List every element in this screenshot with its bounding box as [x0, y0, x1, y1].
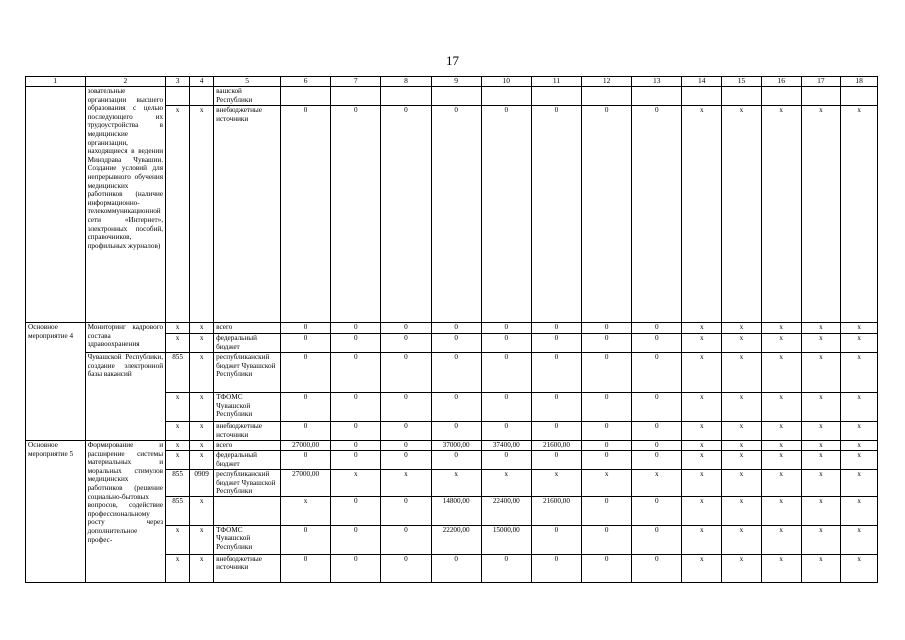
table-cell: x [761, 323, 801, 334]
table-cell: 0 [531, 106, 581, 323]
table-cell [431, 87, 481, 106]
header-cell: 15 [722, 77, 762, 87]
table-cell: x [722, 422, 762, 441]
table-cell: x [761, 496, 801, 525]
table-cell: 0 [632, 422, 682, 441]
table-cell: 37000,00 [431, 441, 481, 451]
table-cell: x [761, 393, 801, 422]
table-cell: x [841, 554, 878, 582]
table-cell: x [166, 106, 190, 323]
table-cell: 0 [381, 441, 431, 451]
table-cell: 0 [531, 334, 581, 353]
table-cell: 0 [632, 334, 682, 353]
table-cell: 0 [582, 496, 632, 525]
table-cell: 0 [381, 106, 431, 323]
page-number: 17 [446, 53, 459, 68]
table-cell: 0 [531, 422, 581, 441]
table-cell: x [682, 106, 722, 323]
funding-source: ТФОМС Чувашской Республики [214, 393, 281, 422]
table-cell: x [682, 470, 722, 497]
table-cell: 0 [582, 393, 632, 422]
table-cell: x [722, 470, 762, 497]
table-cell: 0 [582, 554, 632, 582]
table-cell: 0 [582, 323, 632, 334]
table-cell: 0 [632, 393, 682, 422]
table-cell: x [331, 470, 381, 497]
table-cell: 0 [431, 393, 481, 422]
table-cell: x [801, 334, 841, 353]
table-cell: x [166, 525, 190, 554]
table-cell: 0 [331, 422, 381, 441]
measure-description: Формирование и расширение системы материальных и моральных стимулов медицинских работников (решение социально-бытовых вопросов, содействие профессиональному росту через дополнительное профес- [85, 441, 165, 583]
table-cell: x [801, 451, 841, 470]
table-cell: 0 [331, 353, 381, 393]
table-cell: 0 [381, 451, 431, 470]
header-cell: 9 [431, 77, 481, 87]
table-cell: 27000,00 [281, 470, 331, 497]
table-cell: x [841, 470, 878, 497]
table-cell: x [801, 353, 841, 393]
table-cell: x [582, 470, 632, 497]
table-cell [722, 87, 762, 106]
table-cell: x [841, 451, 878, 470]
table-cell: x [190, 393, 214, 422]
table-cell: 855 [166, 353, 190, 393]
table-cell: x [481, 470, 531, 497]
table-cell: x [722, 353, 762, 393]
table-cell: 0 [331, 525, 381, 554]
header-cell: 3 [166, 77, 190, 87]
table-cell: x [801, 441, 841, 451]
table-cell: 0 [381, 393, 431, 422]
table-body [26, 77, 878, 583]
table-cell: x [722, 334, 762, 353]
table-cell: x [841, 422, 878, 441]
funding-source: республиканский бюджет Чувашской Республики [214, 470, 281, 497]
funding-source: внебюджетные источники [214, 554, 281, 582]
table-cell [632, 87, 682, 106]
table-cell: 0 [331, 554, 381, 582]
measure-description: Чувашской Республики, создание электронной базы вакансий [85, 353, 165, 441]
header-cell: 14 [682, 77, 722, 87]
funding-source [214, 496, 281, 525]
table-cell: x [722, 554, 762, 582]
table-cell: 0 [632, 496, 682, 525]
table-cell: 0 [381, 554, 431, 582]
header-cell: 18 [841, 77, 878, 87]
table-cell: x [722, 451, 762, 470]
table-cell: x [190, 323, 214, 334]
table-cell [166, 87, 190, 106]
measure-description: Мониторинг кадрового состава здравоохранения [85, 323, 165, 353]
table-cell: x [841, 334, 878, 353]
table-cell: x [841, 393, 878, 422]
table-cell: 0 [582, 525, 632, 554]
table-cell: 0 [281, 451, 331, 470]
table-cell: 0 [531, 554, 581, 582]
table-cell: 0 [281, 323, 331, 334]
table-cell: 0 [531, 451, 581, 470]
table-cell: x [841, 441, 878, 451]
table-cell: x [841, 353, 878, 393]
table-row [26, 441, 878, 451]
table-cell: 0 [632, 525, 682, 554]
table-cell: x [431, 470, 481, 497]
table-cell: x [166, 393, 190, 422]
table-cell: 0 [331, 106, 381, 323]
header-row [26, 77, 878, 87]
table-cell: 0 [531, 353, 581, 393]
table-cell: 855 [166, 470, 190, 497]
table-cell: 0 [431, 334, 481, 353]
header-cell: 4 [190, 77, 214, 87]
table-cell: x [531, 470, 581, 497]
table-cell: 0 [431, 106, 481, 323]
table-cell: x [841, 496, 878, 525]
table-cell: 0 [381, 353, 431, 393]
table-cell: 15000,00 [481, 525, 531, 554]
table-cell: x [722, 441, 762, 451]
header-cell: 17 [801, 77, 841, 87]
table-cell [331, 87, 381, 106]
table-cell: 0 [632, 323, 682, 334]
table-cell: x [166, 422, 190, 441]
table-cell: x [722, 525, 762, 554]
table-cell: x [166, 451, 190, 470]
table-cell: x [682, 451, 722, 470]
funding-source: всего [214, 323, 281, 334]
table-cell: 0 [381, 323, 431, 334]
table-cell: x [761, 106, 801, 323]
table-cell: x [190, 422, 214, 441]
table-cell: x [682, 422, 722, 441]
table-cell: 0 [281, 525, 331, 554]
table-cell: 0 [632, 106, 682, 323]
table-cell: x [761, 470, 801, 497]
funding-source: внебюджетные источники [214, 106, 281, 323]
table-cell [190, 87, 214, 106]
table-cell: x [166, 323, 190, 334]
table-cell: 0 [481, 451, 531, 470]
measure-description: зовательные организации высшего образования с целью последующего их трудоустройства в медицинские организации, находящиеся в ведении Минздрава Чувашии. Создание условий для непрерывного обучения медицинских работников (наличие информационно-телекоммуникационной сети «Интернет», электронных пособий, справочников, профильных журналов) [85, 87, 165, 323]
table-cell: x [632, 470, 682, 497]
table-cell: 0 [582, 334, 632, 353]
table-cell [582, 87, 632, 106]
table-cell [531, 87, 581, 106]
table-cell: x [801, 496, 841, 525]
table-cell: 0 [281, 422, 331, 441]
table-cell: 0 [582, 451, 632, 470]
table-cell: 0 [381, 334, 431, 353]
table-cell: x [722, 393, 762, 422]
table-row [26, 87, 878, 106]
table-cell: x [682, 441, 722, 451]
table-cell: 22200,00 [431, 525, 481, 554]
header-cell: 13 [632, 77, 682, 87]
table-cell [801, 87, 841, 106]
table-cell: x [166, 334, 190, 353]
table-cell: 0 [331, 441, 381, 451]
table-cell: x [801, 470, 841, 497]
table-cell [381, 87, 431, 106]
funding-source: вашской Республики [214, 87, 281, 106]
table-cell: 0 [632, 441, 682, 451]
table-cell: x [841, 525, 878, 554]
table-cell: x [682, 353, 722, 393]
table-cell: x [761, 334, 801, 353]
table-cell: x [682, 334, 722, 353]
table-cell: 14800,00 [431, 496, 481, 525]
table-cell: x [190, 496, 214, 525]
table-cell: 0909 [190, 470, 214, 497]
table-cell: 0 [632, 353, 682, 393]
table-cell: 0 [481, 393, 531, 422]
table-cell: 0 [381, 525, 431, 554]
table-cell: x [190, 451, 214, 470]
table-cell: x [722, 496, 762, 525]
header-cell: 7 [331, 77, 381, 87]
header-cell: 6 [281, 77, 331, 87]
program-measure-label: Основное мероприятие 5 [26, 441, 86, 583]
table-cell: 37400,00 [481, 441, 531, 451]
table-cell: x [190, 334, 214, 353]
table-cell: 0 [331, 393, 381, 422]
funding-source: федеральный бюджет [214, 451, 281, 470]
table-cell: x [682, 525, 722, 554]
table-cell: 0 [431, 323, 481, 334]
table-cell: 0 [582, 422, 632, 441]
table-cell: x [281, 496, 331, 525]
table-cell: x [190, 106, 214, 323]
table-cell: 0 [381, 496, 431, 525]
table-cell: x [841, 106, 878, 323]
table-cell: 0 [481, 554, 531, 582]
table-cell: x [801, 393, 841, 422]
budget-table [25, 76, 878, 583]
table-cell: 22400,00 [481, 496, 531, 525]
program-measure-label: Основное мероприятие 4 [26, 323, 86, 441]
table-row [26, 323, 878, 334]
table-cell: x [801, 106, 841, 323]
table-cell: 0 [481, 106, 531, 323]
header-cell: 5 [214, 77, 281, 87]
table-cell: x [682, 496, 722, 525]
funding-source: республиканский бюджет Чувашской Республики [214, 353, 281, 393]
table-cell: 0 [431, 451, 481, 470]
table-cell: 0 [431, 554, 481, 582]
table-cell: 21600,00 [531, 496, 581, 525]
table-cell: 855 [166, 496, 190, 525]
table-cell: 0 [331, 334, 381, 353]
table-cell: x [801, 422, 841, 441]
table-cell: x [761, 353, 801, 393]
table-cell: 0 [531, 525, 581, 554]
table-cell: x [682, 393, 722, 422]
header-cell: 12 [582, 77, 632, 87]
table-cell: 21600,00 [531, 441, 581, 451]
table-cell [841, 87, 878, 106]
table-cell: x [761, 451, 801, 470]
table-cell: 0 [431, 422, 481, 441]
table-cell: x [166, 554, 190, 582]
table-cell [481, 87, 531, 106]
table-cell: x [801, 525, 841, 554]
table-cell [682, 87, 722, 106]
table-cell: 0 [481, 422, 531, 441]
table-cell: 0 [281, 554, 331, 582]
table-cell: 0 [582, 106, 632, 323]
header-cell: 1 [26, 77, 86, 87]
table-cell: 0 [481, 334, 531, 353]
table-cell: x [761, 422, 801, 441]
table-cell: x [190, 554, 214, 582]
table-cell: x [761, 525, 801, 554]
table-cell: x [801, 554, 841, 582]
table-cell: x [722, 323, 762, 334]
table-cell: 0 [281, 393, 331, 422]
table-cell: 0 [531, 323, 581, 334]
table-cell: 0 [632, 554, 682, 582]
table-cell: 0 [281, 353, 331, 393]
table-cell: x [761, 554, 801, 582]
funding-source: внебюджетные источники [214, 422, 281, 441]
table-row [26, 353, 878, 393]
table-cell: 0 [481, 323, 531, 334]
table-cell: 0 [281, 334, 331, 353]
table-cell: x [801, 323, 841, 334]
table-cell [761, 87, 801, 106]
funding-source: ТФОМС Чувашской Республики [214, 525, 281, 554]
header-cell: 16 [761, 77, 801, 87]
table-cell: 0 [632, 451, 682, 470]
table-cell: 27000,00 [281, 441, 331, 451]
table-cell: x [761, 441, 801, 451]
table-cell: 0 [481, 353, 531, 393]
empty-cell [26, 87, 86, 323]
table-cell: 0 [331, 451, 381, 470]
table-cell: x [190, 441, 214, 451]
table-cell: x [722, 106, 762, 323]
table-cell: x [166, 441, 190, 451]
header-cell: 10 [481, 77, 531, 87]
table-cell: 0 [381, 422, 431, 441]
table-cell: 0 [582, 441, 632, 451]
table-cell: x [841, 323, 878, 334]
header-cell: 8 [381, 77, 431, 87]
table-cell: x [682, 554, 722, 582]
header-cell: 2 [85, 77, 165, 87]
funding-source: федеральный бюджет [214, 334, 281, 353]
table-cell: x [190, 353, 214, 393]
header-cell: 11 [531, 77, 581, 87]
table-cell: 0 [531, 393, 581, 422]
table-cell: 0 [281, 106, 331, 323]
table-cell: x [381, 470, 431, 497]
table-cell: x [682, 323, 722, 334]
table-cell: 0 [331, 323, 381, 334]
table-cell: 0 [331, 496, 381, 525]
table-cell: x [190, 525, 214, 554]
table-cell [281, 87, 331, 106]
funding-source: всего [214, 441, 281, 451]
table-cell: 0 [431, 353, 481, 393]
table-cell: 0 [582, 353, 632, 393]
